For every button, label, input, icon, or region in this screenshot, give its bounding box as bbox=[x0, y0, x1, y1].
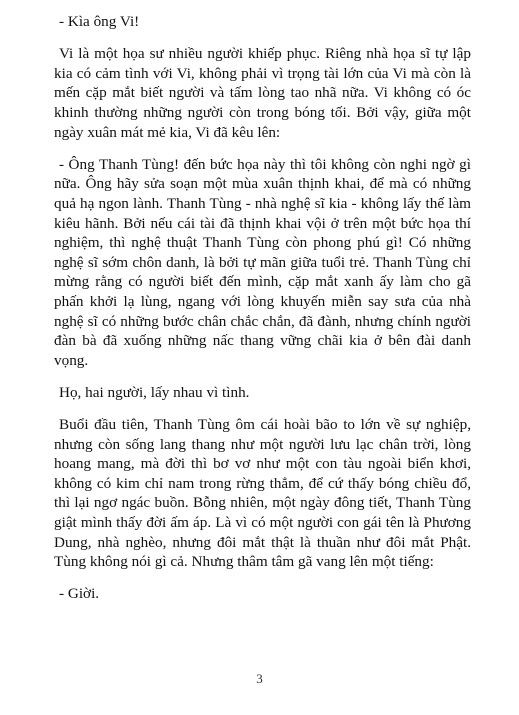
body-text bbox=[54, 12, 471, 617]
page-number: 3 bbox=[256, 671, 263, 686]
paragraph-marriage: Họ, hai người, lấy nhau vì tình. bbox=[59, 383, 250, 401]
paragraph-greeting: - Kìa ông Vi! bbox=[59, 13, 140, 30]
paragraph-vi-speech: - Ông Thanh Tùng! đến bức họa này thì tôi không còn nghi ngờ gì nữa. Ông hãy sửa soạn một mùa xuân thịnh khai, để mà có những quả hạ ngon lành. Thanh Tùng - nhà nghệ sĩ kia - không lấy thế làm kiêu hãnh. Bởi nếu cái tài đã thịnh khai vội ở trên một bức họa thí nghiệm, thì nghệ thuật Thanh Tùng còn phong phú gì! Có những nghệ sĩ sớm chôn danh, là bởi tự mãn giữa tuổi trẻ. Thanh Tùng chỉ mừng rằng có người biết đến mình, cặp mắt xanh ấy làm cho gã phấn khởi lạ lùng, ngang với lòng khuyến miễn say sưa của nhà nghệ sĩ có những bước chân chắc chắn, đã đành, nhưng chính người đàn bà đã xuống những nấc thang vững chãi kia ở bên đài danh vọng. bbox=[54, 155, 471, 369]
paragraph-vi-intro: Vi là một họa sư nhiều người khiếp phục. Riêng nhà họa sĩ tự lập kia có cảm tình với Vi, không phải vì trọng tài lớn của Vi mà còn là mến cặp mắt biết người và tấm lòng tao nhã nữa. Vi không có óc khinh thường những người còn trong bóng tối. Bởi vậy, giữa một ngày xuân mát mẻ kia, Vi đã kêu lên: bbox=[54, 45, 471, 141]
paragraph-first-days: Buổi đầu tiên, Thanh Tùng ôm cái hoài bão to lớn về sự nghiệp, nhưng còn sống lang thang như một người lưu lạc chân trời, lòng hoang mang, mà đời thì bơ vơ như một con tàu ngoài biển khơi, không có kim chỉ nam trong rừng thẳm, để cứ thấy bóng chiều đổ, thì lại ngơ ngác buồn. Bỗng nhiên, một ngày đông tiết, Thanh Tùng giật mình thấy đời ấm áp. Là vì có một người con gái tên là Phương Dung, nhà nghèo, nhưng đôi mắt thật là thuần như đôi mắt Phật. Tùng không nói gì cả. Nhưng thâm tâm gã vang lên một tiếng: bbox=[54, 416, 471, 571]
paragraph-exclamation: - Giời. bbox=[59, 585, 100, 603]
